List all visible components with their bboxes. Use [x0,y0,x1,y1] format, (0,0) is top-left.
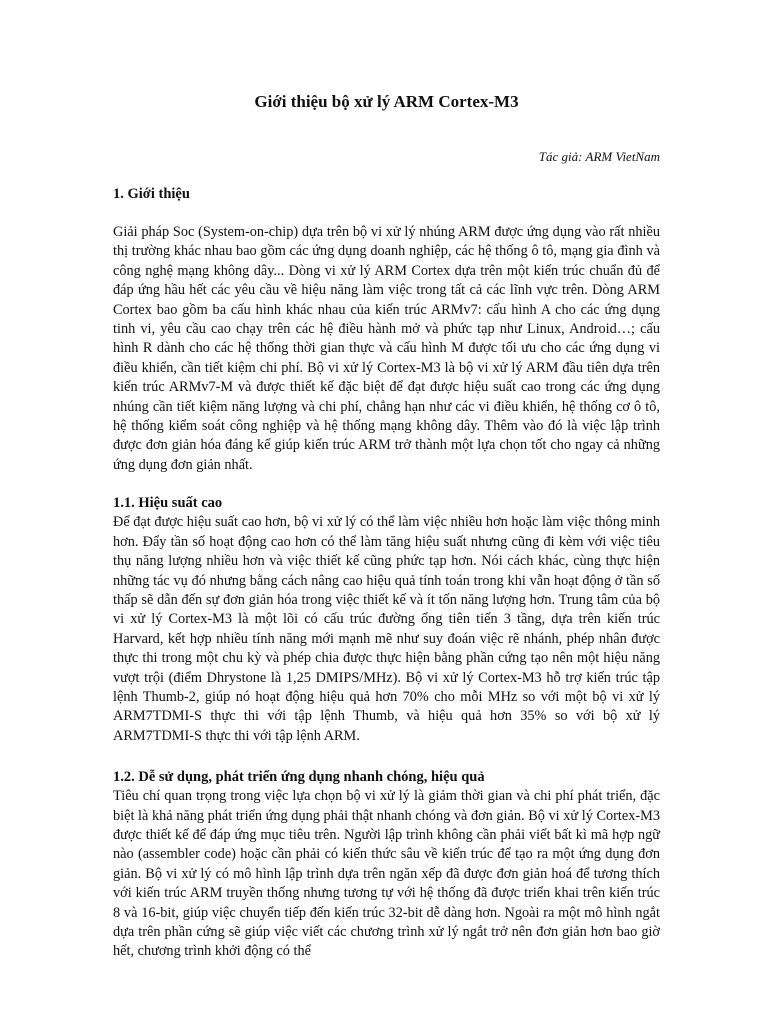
section-body-performance: Để đạt được hiệu suất cao hơn, bộ vi xử lý có thể làm việc nhiều hơn hoặc làm việc thông minh hơn. Đẩy tần số hoạt động cao hơn có thể làm tăng hiệu suất nhưng cũng đi kèm với việc tiêu thụ năng lượng nhiều hơn và việc thiết kế cũng phức tạp hơn. Nói cách khác, cùng thực hiện những tác vụ đó nhưng bằng cách nâng cao hiệu quả tính toán trong khi vẫn hoạt động ở tần số thấp sẽ dẫn đến sự đơn giản hóa trong việc thiết kế và ít tốn năng lượng hơn. Trung tâm của bộ vi xử lý Cortex-M3 là một lõi có cấu trúc đường ống tiên tiến 3 tầng, dựa trên kiến trúc Harvard, kết hợp nhiều tính năng mới mạnh mẽ như suy đoán việc rẽ nhánh, phép nhân được thực thi trong một chu kỳ và phép chia được thực hiện bằng phần cứng tạo nên một hiệu năng vượt trội (điểm Dhrystone là 1,25 DMIPS/MHz). Bộ vi xử lý Cortex-M3 hỗ trợ kiến trúc tập lệnh Thumb-2, giúp nó hoạt động hiệu quả hơn 70% cho mỗi MHz so với một bộ vi xử lý ARM7TDMI-S thực thi với tập lệnh Thumb, và hiệu quả hơn 35% so với bộ xử lý ARM7TDMI-S thực thi với tập lệnh ARM. [113,514,660,744]
section-heading-intro: 1. Giới thiệu [113,186,190,202]
section-heading-performance: 1.1. Hiệu suất cao [113,495,223,512]
section-body-intro: Giải pháp Soc (System-on-chip) dựa trên bộ vi xử lý nhúng ARM được ứng dụng vào rất nhiều thị trường khác nhau bao gồm các ứng dụng doanh nghiệp, các hệ thống ô tô, mạng gia đình và công nghệ mạng không dây... Dòng vi xử lý ARM Cortex dựa trên một kiến trúc chuẩn đủ để đáp ứng hầu hết các yêu cầu về hiệu năng làm việc trong tất cả các lĩnh vực trên. Dòng ARM Cortex bao gồm ba cấu hình khác nhau của kiến trúc ARMv7: cấu hình A cho các ứng dụng tinh vi, yêu cầu cao chạy trên các hệ điều hành mở và phức tạp như Linux, Android…; cấu hình R dành cho các hệ thống thời gian thực và cấu hình M được tối ưu cho các ứng dụng vi điều khiển, cần tiết kiệm chi phí. Bộ vi xử lý Cortex-M3 là bộ vi xử lý ARM đầu tiên dựa trên kiến trúc ARMv7-M và được thiết kế đặc biệt để đạt được hiệu suất cao trong các ứng dụng nhúng cần tiết kiệm năng lượng và chi phí, chẳng hạn như các vi điều khiển, hệ thống cơ ô tô, hệ thống kiểm soát công nghiệp và hệ thống mạng không dây. Thêm vào đó là việc lập trình được đơn giản hóa đáng kể giúp kiến trúc ARM trở thành một lựa chọn tốt cho ngay cả những ứng dụng đơn giản nhất. [113,224,660,473]
section-body-ease-of-use: Tiêu chí quan trọng trong việc lựa chọn bộ vi xử lý là giảm thời gian và chi phí phát triển, đặc biệt là khả năng phát triển ứng dụng phải thật nhanh chóng và đơn giản. Bộ vi xử lý Cortex-M3 được thiết kế để đáp ứng mục tiêu trên. Người lập trình không cần phải viết bất kì mã hợp ngữ nào (assembler code) hoặc cần phải có kiến thức sâu về kiến trúc để tạo ra một ứng dụng đơn giản. Bộ vi xử lý có mô hình lập trình dựa trên ngăn xếp đã được đơn giản hoá để tương thích với kiến trúc ARM truyền thống nhưng tương tự với hệ thống đã được triển khai trên kiến trúc 8 và 16-bit, giúp việc chuyển tiếp đến kiến trúc 32-bit dễ dàng hơn. Ngoài ra một mô hình ngắt dựa trên phần cứng sẽ giúp việc viết các chương trình xử lý ngắt trở nên đơn giản hơn bao giờ hết, chương trình khởi động có thể [113,788,660,960]
section-heading-ease-of-use: 1.2. Dễ sử dụng, phát triển ứng dụng nhanh chóng, hiệu quả [113,769,485,786]
author-line: Tác giả: ARM VietNam [538,149,660,164]
document-title: Giới thiệu bộ xử lý ARM Cortex-M3 [254,92,519,111]
